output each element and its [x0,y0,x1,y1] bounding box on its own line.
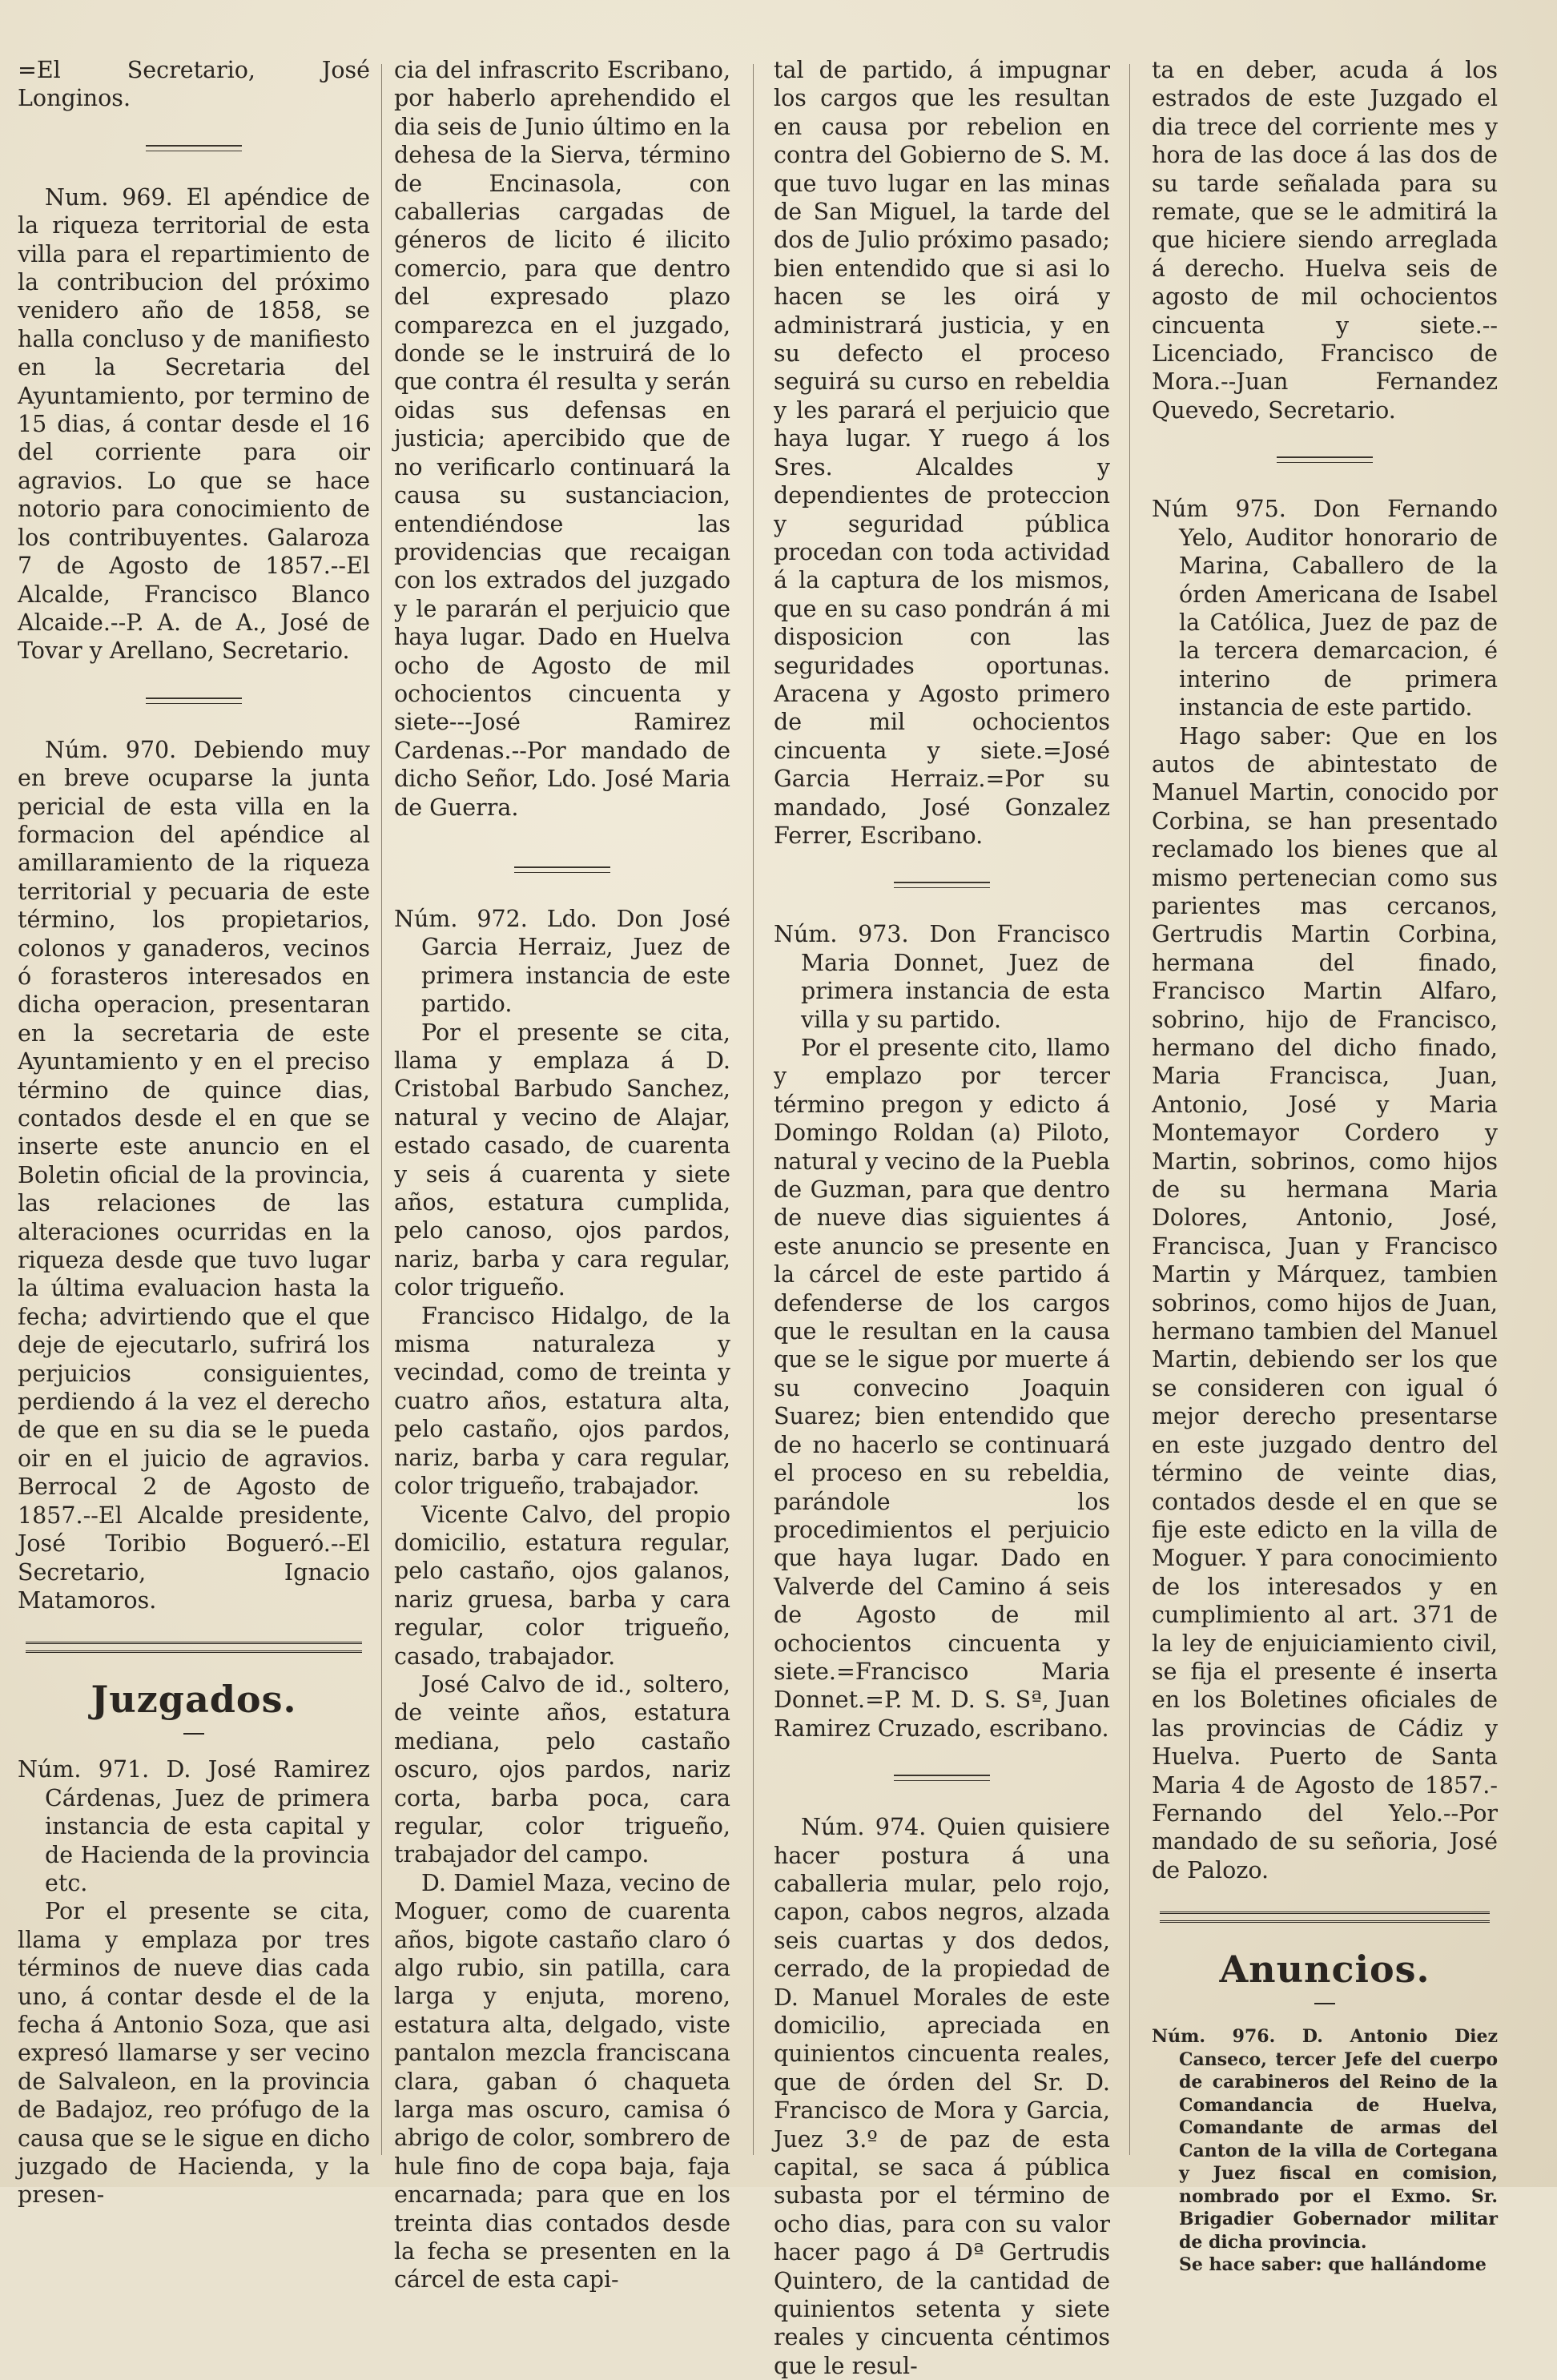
separator [1314,2003,1335,2004]
separator [514,866,610,873]
notice-972-para: D. Damiel Maza, vecino de Moguer, como de cuarenta años, bigote castaño claro ó algo rubio, sin patilla, cara larga y enjuta, moreno, estatura alta, delgado, viste pantalon mezcla franciscana clara, gaban ó chaqueta larga mas oscuro, camisa ó abrigo de color, sombrero de hule fino de copa baja, faja encarnada; para que en los treinta dias contados desde la fecha se presenten en la cárcel de esta capi- [394,1869,730,2294]
separator [1277,456,1373,463]
notice-971-continuation: cia del infrascrito Escribano, por haberlo aprehendido el dia seis de Junio último en la dehesa de la Sierva, término de Encinasola, con caballerias cargadas de géneros de licito é ilicito comercio, para que dentro del expresado plazo comparezca en el juzgado, donde se le instruirá de lo que contra él resulta y serán oidas sus defensas en justicia; apercibido que de no verificarlo continuará la causa su sustanciacion, entendiéndose las providencias que recaigan con los extrados del juzgado y le pararán el perjuicio que haya lugar. Dado en Huelva ocho de Agosto de mil ochocientos cincuenta y siete---José Ramirez Cardenas.--Por mandado de dicho Señor, Ldo. José Maria de Guerra. [394,57,730,821]
notice-973-body: Por el presente cito, llamo y emplazo por tercer término pregon y edicto á Domingo Roldan (a) Piloto, natural y vecino de la Puebla de Guzman, para que dentro de nueve dias siguientes á este anuncio se presente en la cárcel de este partido á defenderse de los cargos que le resultan en la causa que se le sigue por muerte á su convecino Joaquin Suarez; bien entendido que de no hacerlo se continuará el proceso en su rebeldia, parándole los procedimientos el perjuicio que haya lugar. Dado en Valverde del Camino á seis de Agosto de mil ochocientos cincuenta y siete.=Francisco Maria Donnet.=P. M. D. S. Sª, Juan Ramirez Cruzado, escribano. [774,1035,1110,1742]
column-rule [753,64,754,2155]
notice-971-heading: Núm. 971. D. José Ramirez Cárdenas, Juez de primera instancia de esta capital y de Hacienda de la provincia etc. [18,1756,370,1896]
column-rule [381,64,382,2155]
separator [146,145,242,151]
separator [894,882,990,888]
notice-972-para: Francisco Hidalgo, de la misma naturaleza y vecindad, como de treinta y cuatro años, estatura alta, pelo castaño, ojos pardos, nariz, barba y cara regular, color trigueño, trabajador. [394,1302,730,1500]
notice-973-heading: Núm. 973. Don Francisco Maria Donnet, Juez de primera instancia de esta villa y su partido. [774,921,1110,1033]
separator [183,1733,204,1735]
notice-975-heading: Núm 975. Don Fernando Yelo, Auditor honorario de Marina, Caballero de la órden Americana de Isabel la Católica, Juez de paz de la tercera demarcacion, é interino de primera instancia de este partido. [1152,496,1498,722]
section-title-juzgados: Juzgados. [91,1678,297,1722]
notice-972-para: Por el presente se cita, llama y emplaza á D. Cristobal Barbudo Sanchez, natural y vecino de Alajar, estado casado, de cuarenta y seis á cuarenta y siete años, estatura cumplida, pelo canoso, ojos pardos, nariz, barba y cara regular, color trigueño. [394,1019,730,1301]
section-separator [26,1642,362,1653]
notice-975-body: Hago saber: Que en los autos de abintestato de Manuel Martin, conocido por Corbina, se han presentado reclamado los bienes que al mismo pertenecian como sus parientes mas cercanos, Gertrudis Martin Corbina, hermana del finado, Francisco Martin Alfaro, sobrino, hijo de Francisco, hermano del dicho finado, Maria Francisca, Juan, Antonio, José y Maria Montemayor Cordero y Martin, sobrinos, como hijos de su hermana Maria Dolores, Antonio, José, Francisca, Juan y Francisco Martin y Márquez, tambien sobrinos, como hijos de Juan, hermano tambien del Manuel Martin, debiendo ser los que se consideren con igual ó mejor derecho presentarse en este juzgado dentro del término de veinte dias, contados desde el en que se fije este edicto en la villa de Moguer. Y para conocimiento de los interesados y en cumplimiento al art. 371 de la ley de enjuiciamiento civil, se fija el presente é inserta en los Boletines oficiales de las provincias de Cádiz y Huelva. Puerto de Santa Maria 4 de Agosto de 1857.-Fernando del Yelo.--Por mandado de su señoria, José de Palozo. [1152,722,1498,1883]
notice-974: Núm. 974. Quien quisiere hacer postura á una caballeria mular, pelo rojo, capon, cabos negros, alzada seis cuartas y dos dedos, cerrado, de la propiedad de D. Manuel Morales de este domicilio, apreciada en quinientos cincuenta reales, que de órden del Sr. D. Francisco de Mora y Garcia, Juez 3.º de paz de esta capital, se saca á pública subasta por el término de ocho dias, para con su valor hacer pago á Dª Gertrudis Quintero, de la cantidad de quinientos setenta y siete reales y cincuenta céntimos que le resul- [774,1814,1110,2379]
column-1 [18,56,370,2209]
separator [146,698,242,704]
notice-970: Núm. 970. Debiendo muy en breve ocuparse la junta pericial de esta villa en la formacion del apéndice al amillaramiento de la riqueza territorial y pecuaria de este término, los propietarios, colonos y ganaderos, vecinos ó forasteros interesados en dicha operacion, presentaran en la secretaria de este Ayuntamiento y en el preciso término de quince dias, contados desde el en que se inserte este anuncio en el Boletin oficial de la provincia, las relaciones de las alteraciones ocurridas en la riqueza desde que tuvo lugar la última evaluacion hasta la fecha; advirtiendo que el que deje de ejecutarlo, sufrirá los perjuicios consiguientes, perdiendo á la vez el derecho de que en su dia se le pueda oir en el juicio de agravios. Berrocal 2 de Agosto de 1857.--El Alcalde presidente, José Toribio Bogueró.--El Secretario, Ignacio Matamoros. [18,736,370,1614]
notice-972-para: José Calvo de id., soltero, de veinte años, estatura mediana, pelo castaño oscuro, ojos pardos, nariz corta, barba poca, cara regular, color trigueño, trabajador del campo. [394,1670,730,1868]
column-3 [774,56,1110,2379]
column-4 [1152,56,1498,2276]
notice-972-heading: Núm. 972. Ldo. Don José Garcia Herraiz, Juez de primera instancia de este partido. [394,905,730,1018]
separator [894,1775,990,1781]
notice-971-body: Por el presente se cita, llama y emplaza por tres términos de nueve dias cada uno, á contar desde el de la fecha á Antonio Soza, que asi expresó llamarse y ser vecino de Salvaleon, en la provincia de Badajoz, reo prófugo de la causa que se le sigue en dicho juzgado de Hacienda, y la presen- [18,1898,370,2209]
notice-969: Num. 969. El apéndice de la riqueza territorial de esta villa para el repartimiento de la contribucion del próximo venidero año de 1858, se halla concluso y de manifiesto en la Secretaria del Ayuntamiento, por termino de 15 dias, á contar desde el 16 del corriente para oir agravios. Lo que se hace notorio para conocimiento de los contribuyentes. Galaroza 7 de Agosto de 1857.--El Alcalde, Francisco Blanco Alcaide.--P. A. de A., José de Tovar y Arellano, Secretario. [18,183,370,665]
notice-976-body: Se hace saber: que hallándome [1179,2254,1487,2276]
notice-972-continuation: tal de partido, á impugnar los cargos que les resultan en causa por rebelion en contra del Gobierno de S. M. que tuvo lugar en las minas de San Miguel, la tarde del dos de Julio próximo pasado; bien entendido que si asi lo hacen se les oirá y administrará justicia, y en su defecto el proceso seguirá su curso en rebeldia y les parará el perjuicio que haya lugar. Y ruego á los Sres. Alcaldes y dependientes de proteccion y seguridad pública procedan con toda actividad á la captura de los mismos, que en su caso pondrán á mi disposicion con las seguridades oportunas. Aracena y Agosto primero de mil ochocientos cincuenta y siete.=José Garcia Herraiz.=Por su mandado, José Gonzalez Ferrer, Escribano. [774,57,1110,849]
notice-976-heading: Núm. 976. D. Antonio Diez Canseco, tercer Jefe del cuerpo de carabineros del Reino de la Comandancia de Huelva, Comandante de armas del Canton de la villa de Cortegana y Juez fiscal en comision, nombrado por el Exmo. Sr. Brigadier Gobernador militar de dicha provincia. [1152,2026,1498,2253]
section-title-anuncios: Anuncios. [1219,1948,1430,1992]
column-rule [1129,64,1130,2155]
notice-signature: =El Secretario, José Longinos. [18,57,370,112]
notice-974-continuation: ta en deber, acuda á los estrados de este Juzgado el dia trece del corriente mes y hora de las doce á las dos de su tarde señalada para su remate, que se le admitirá la que hiciere siendo arreglada á derecho. Huelva seis de agosto de mil ochocientos cincuenta y siete.--Licenciado, Francisco de Mora.--Juan Fernandez Quevedo, Secretario. [1152,57,1498,424]
section-separator [1160,1912,1490,1923]
column-2 [394,56,730,2294]
notice-972-para: Vicente Calvo, del propio domicilio, estatura regular, pelo castaño, ojos galanos, nariz gruesa, barba y cara regular, color trigueño, casado, trabajador. [394,1501,730,1670]
